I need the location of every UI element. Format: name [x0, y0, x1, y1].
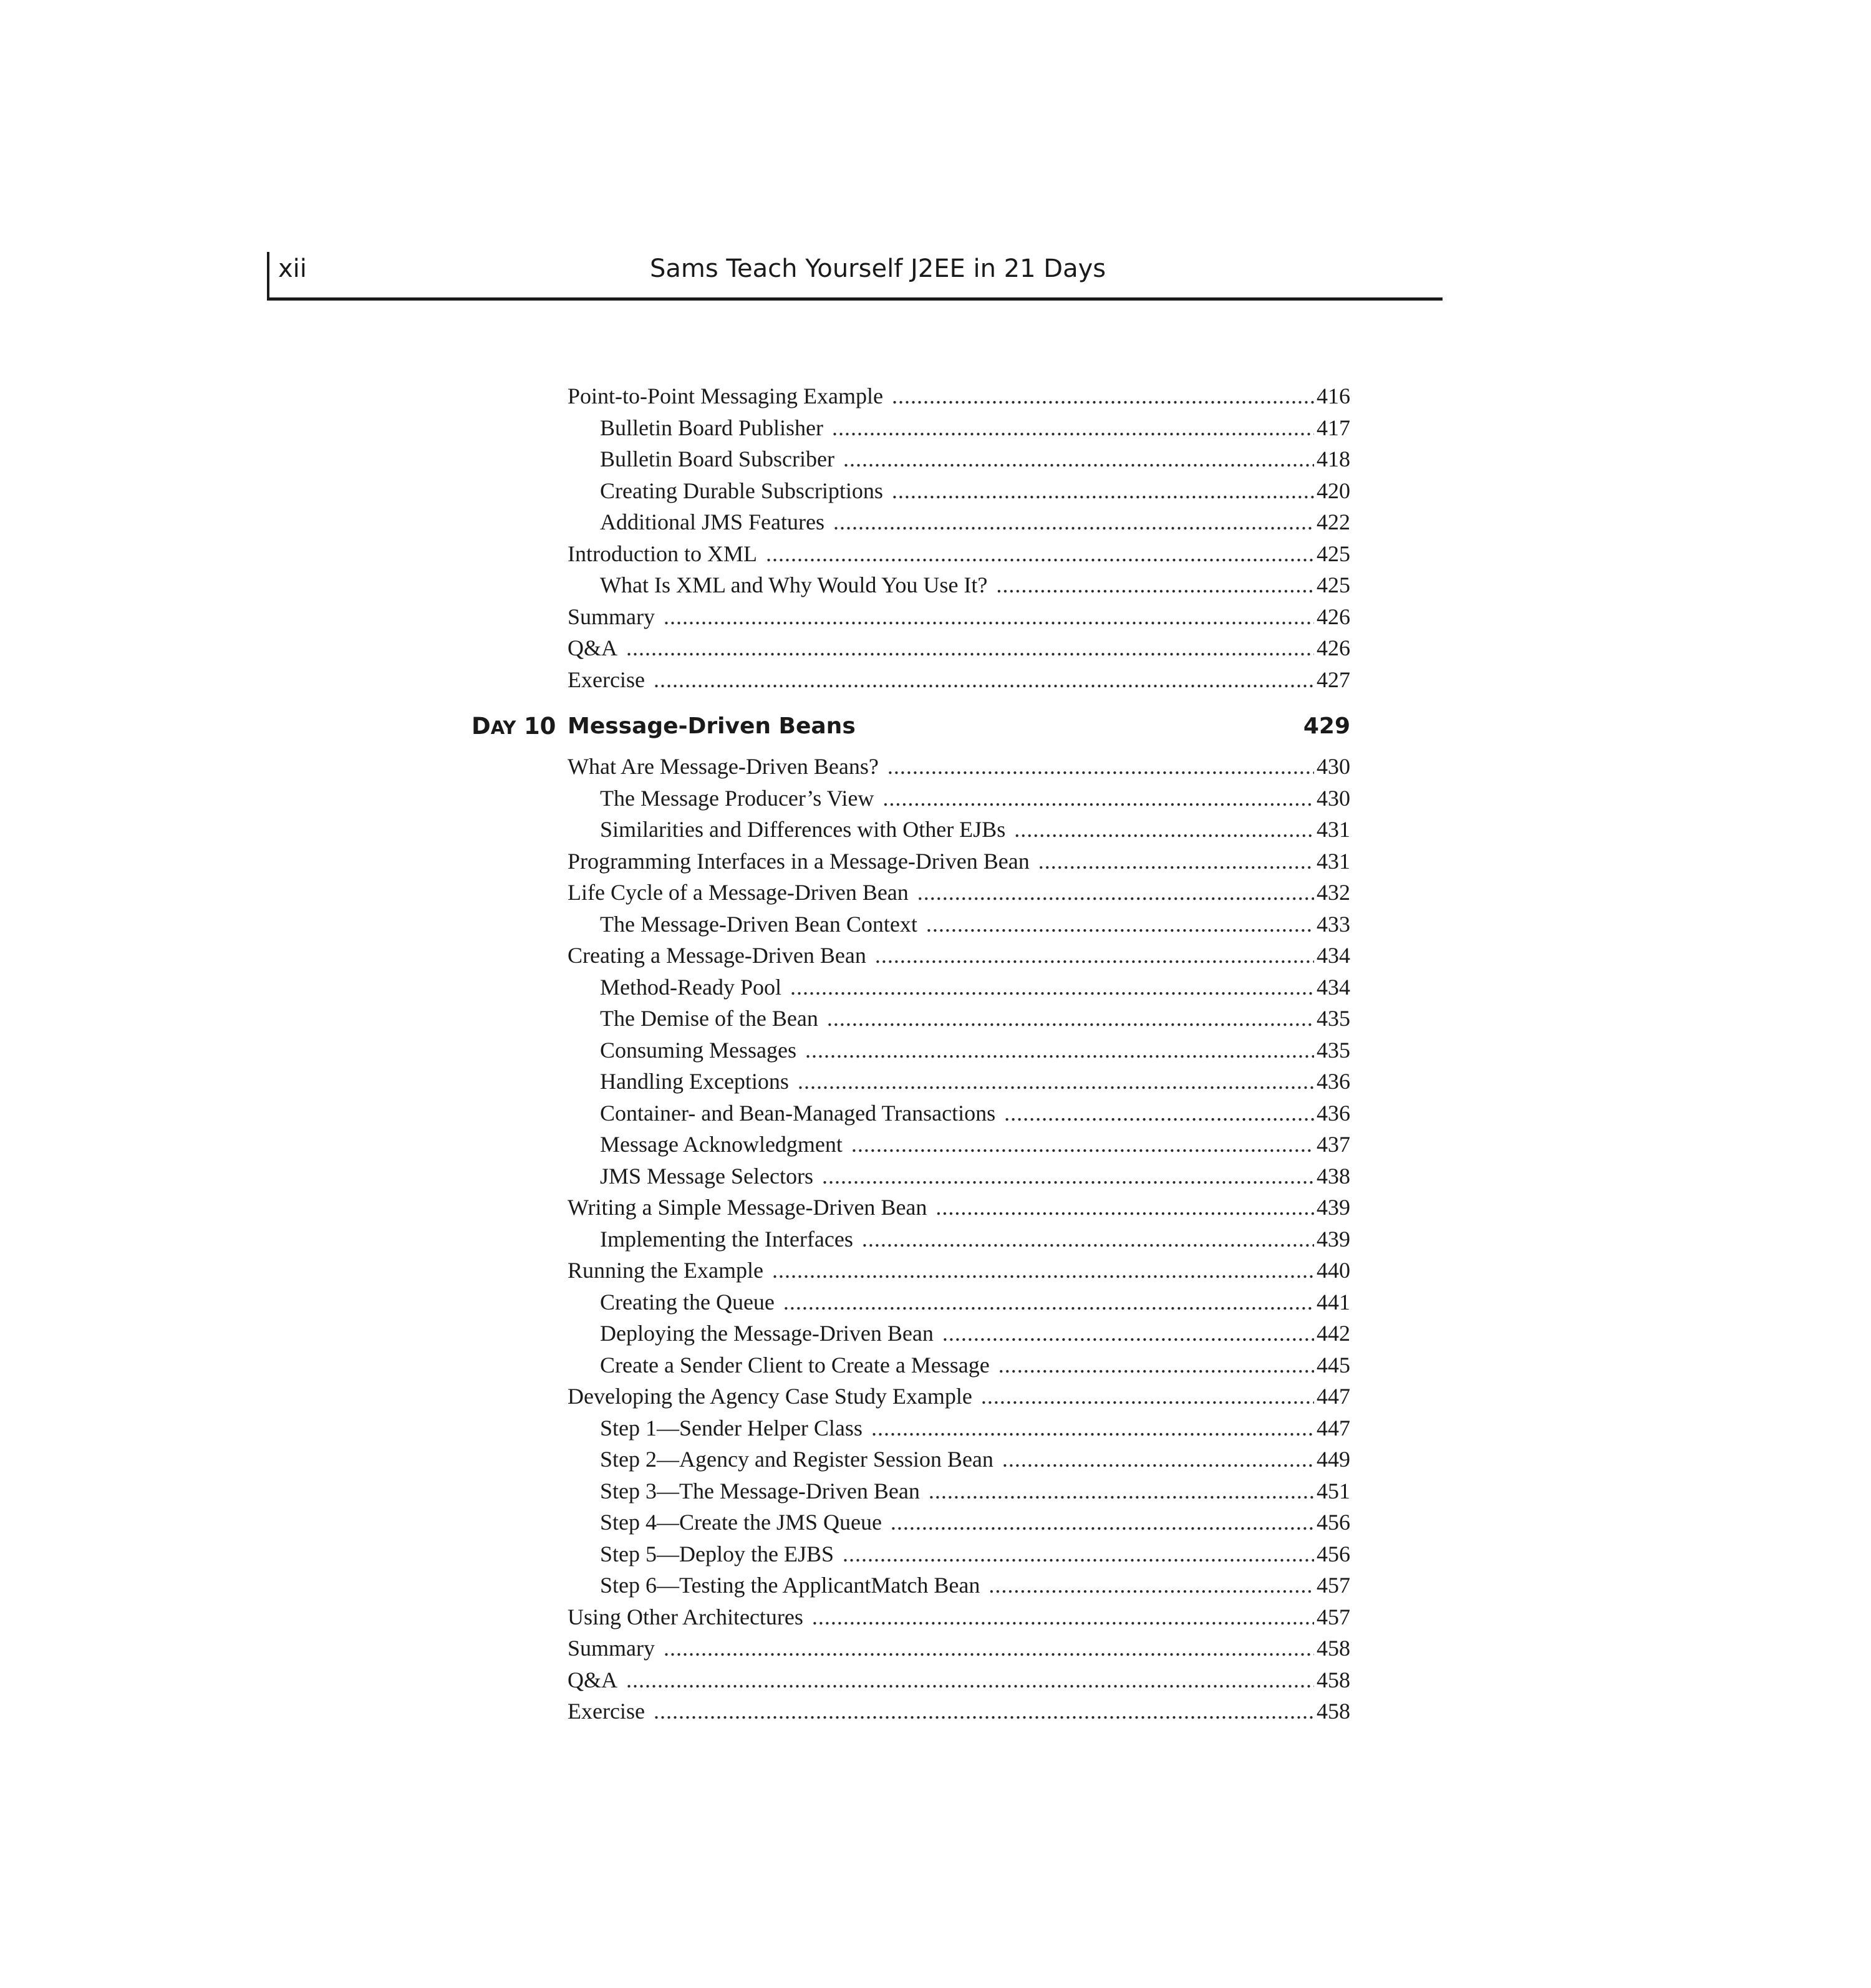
dot-leader: [626, 1664, 1314, 1696]
dot-leader: [822, 1160, 1314, 1192]
toc-entry-page: 451: [1317, 1478, 1350, 1503]
dot-leader: [812, 1601, 1314, 1633]
toc-entry: [568, 1192, 1350, 1223]
toc-entry: [568, 1003, 1350, 1034]
toc-entry-page: 425: [1317, 572, 1350, 597]
toc-entry-page: 458: [1317, 1636, 1350, 1661]
dot-leader: [891, 1507, 1314, 1538]
dot-leader: [783, 1286, 1314, 1318]
toc-entry-title: Summary: [568, 604, 655, 629]
toc-entry: [568, 1349, 1350, 1381]
dot-leader: [936, 1192, 1314, 1223]
toc-entry: [568, 380, 1350, 412]
toc-entry-page: 441: [1317, 1289, 1350, 1315]
toc-entry-page: 457: [1317, 1604, 1350, 1629]
dot-leader: [626, 632, 1314, 663]
toc-entry-title: Create a Sender Client to Create a Message: [600, 1352, 990, 1378]
toc-entry-page: 420: [1317, 478, 1350, 503]
toc-entry-page: 422: [1317, 509, 1350, 534]
toc-entry-title: Deploying the Message-Driven Bean: [600, 1321, 934, 1346]
toc-entry-page: 457: [1317, 1573, 1350, 1598]
dot-leader: [833, 506, 1314, 538]
toc-entry: [568, 1223, 1350, 1255]
toc-entry-title: Step 2—Agency and Register Session Bean: [600, 1447, 994, 1472]
toc-entry: [568, 1696, 1350, 1727]
toc-entry-page: 437: [1317, 1132, 1350, 1157]
dot-leader: [989, 1570, 1314, 1601]
toc-entry-page: 434: [1317, 943, 1350, 968]
toc-entry: [568, 909, 1350, 940]
toc-entry: [568, 940, 1350, 971]
toc-entry: [568, 538, 1350, 569]
toc-entry-page: 426: [1317, 635, 1350, 660]
toc-entry-title: The Message-Driven Bean Context: [600, 911, 917, 937]
toc-entry-page: 440: [1317, 1258, 1350, 1283]
toc-entry-title: Writing a Simple Message-Driven Bean: [568, 1195, 927, 1220]
toc-entry-title: What Are Message-Driven Beans?: [568, 754, 879, 779]
toc-entry-page: 447: [1317, 1384, 1350, 1409]
toc-entry-title: Creating the Queue: [600, 1289, 775, 1315]
toc-entry: [568, 664, 1350, 695]
toc-entry-title: Step 4—Create the JMS Queue: [600, 1510, 882, 1535]
toc-entry-title: Creating Durable Subscriptions: [600, 478, 883, 503]
dot-leader: [1038, 846, 1314, 877]
toc-entry-page: 445: [1317, 1352, 1350, 1378]
dot-leader: [926, 909, 1314, 940]
toc-entry-title: Using Other Architectures: [568, 1604, 803, 1629]
toc-entry: [568, 877, 1350, 908]
toc-entry: [568, 783, 1350, 814]
dot-leader: [882, 783, 1314, 814]
toc-entry: [568, 1066, 1350, 1097]
dot-leader: [654, 664, 1314, 695]
toc-entry-page: 435: [1317, 1037, 1350, 1063]
dot-leader: [892, 380, 1314, 412]
toc-entry-page: 449: [1317, 1447, 1350, 1472]
toc-entry: [568, 1601, 1350, 1633]
toc-entry-title: Creating a Message-Driven Bean: [568, 943, 866, 968]
dot-leader: [851, 1129, 1314, 1160]
dot-leader: [892, 475, 1314, 506]
toc-entry-page: 432: [1317, 880, 1350, 905]
toc-entry-page: 435: [1317, 1006, 1350, 1031]
toc-entry: [568, 601, 1350, 632]
toc-entry-page: 431: [1317, 848, 1350, 874]
dot-leader: [887, 751, 1314, 782]
toc-entry-title: Step 3—The Message-Driven Bean: [600, 1478, 920, 1503]
book-title: Sams Teach Yourself J2EE in 21 Days: [650, 254, 1106, 283]
toc-entry-title: Step 1—Sender Helper Class: [600, 1415, 863, 1440]
toc-entry: [568, 569, 1350, 601]
toc-entry-title: Point-to-Point Messaging Example: [568, 384, 883, 408]
dot-leader: [772, 1255, 1314, 1286]
toc-entry-title: Exercise: [568, 1699, 645, 1724]
dot-leader: [664, 1633, 1314, 1664]
toc-entry-page: 456: [1317, 1510, 1350, 1535]
toc-entry-title: Q&A: [568, 635, 617, 660]
toc-entry: [568, 632, 1350, 663]
toc-entry-title: Handling Exceptions: [600, 1069, 789, 1094]
toc-entry: [568, 814, 1350, 845]
toc-entry-title: Introduction to XML: [568, 541, 757, 566]
toc-entry-title: Step 5—Deploy the EJBS: [600, 1541, 834, 1566]
dot-leader: [1002, 1444, 1314, 1475]
toc-entry-title: Developing the Agency Case Study Example: [568, 1384, 972, 1409]
toc-entry: [568, 1570, 1350, 1601]
toc-entry-page: 426: [1317, 604, 1350, 629]
toc-entry-title: Bulletin Board Publisher: [600, 415, 823, 440]
toc-entry-title: Running the Example: [568, 1258, 763, 1283]
toc-entry-title: Bulletin Board Subscriber: [600, 446, 834, 471]
toc-entry: [568, 1318, 1350, 1349]
toc-entry: [568, 1664, 1350, 1696]
toc-entry-title: Similarities and Differences with Other EJBs: [600, 817, 1006, 842]
toc-entry: [568, 1381, 1350, 1412]
toc-entry-title: Message Acknowledgment: [600, 1132, 843, 1157]
toc-entry: [568, 475, 1350, 506]
toc-entry-title: Programming Interfaces in a Message-Driven Bean: [568, 848, 1030, 874]
toc-entry-page: 416: [1317, 384, 1350, 408]
toc-entry-title: Life Cycle of a Message-Driven Bean: [568, 880, 909, 905]
toc-entry: [568, 1538, 1350, 1570]
toc-entry-title: The Message Producer’s View: [600, 785, 874, 811]
dot-leader: [1014, 814, 1314, 845]
toc-entry: [568, 1098, 1350, 1129]
dot-leader: [664, 601, 1314, 632]
dot-leader: [1004, 1098, 1314, 1129]
toc-entry-title: Exercise: [568, 667, 645, 692]
dot-leader: [654, 1696, 1314, 1727]
toc-entry-title: Q&A: [568, 1667, 617, 1692]
toc-entry: [568, 751, 1350, 782]
toc-entry-page: 456: [1317, 1541, 1350, 1566]
toc-entry: [568, 443, 1350, 475]
toc-entry: [568, 1035, 1350, 1066]
toc-entry-title: Consuming Messages: [600, 1037, 796, 1063]
dot-leader: [862, 1223, 1314, 1255]
toc-entry: [568, 846, 1350, 877]
toc-entry: [568, 1160, 1350, 1192]
dot-leader: [843, 443, 1314, 475]
toc-entry: [568, 1444, 1350, 1475]
dot-leader: [790, 972, 1314, 1003]
dot-leader: [875, 940, 1314, 971]
toc-entry-title: Additional JMS Features: [600, 509, 824, 534]
toc-entry-title: JMS Message Selectors: [600, 1163, 813, 1189]
day-heading: [471, 709, 1350, 744]
toc-entry-page: 433: [1317, 911, 1350, 937]
running-header: [267, 252, 1443, 301]
toc-entry-page: 430: [1317, 785, 1350, 811]
toc-entry: [568, 1507, 1350, 1538]
toc-entry-page: 430: [1317, 754, 1350, 779]
toc-entry-title: The Demise of the Bean: [600, 1006, 818, 1031]
dot-leader: [981, 1381, 1314, 1412]
toc-entry-title: Summary: [568, 1636, 655, 1661]
dot-leader: [917, 877, 1314, 908]
toc-entry: [568, 1129, 1350, 1160]
toc-entry-page: 427: [1317, 667, 1350, 692]
toc-entry-title: What Is XML and Why Would You Use It?: [600, 572, 988, 597]
dot-leader: [996, 569, 1314, 601]
dot-leader: [871, 1412, 1314, 1444]
dot-leader: [998, 1349, 1314, 1381]
toc-entry-page: 417: [1317, 415, 1350, 440]
day-label: DAY 10: [471, 713, 556, 740]
toc-entry: [568, 506, 1350, 538]
toc-entry-page: 442: [1317, 1321, 1350, 1346]
toc-entry-title: Container- and Bean-Managed Transactions: [600, 1100, 996, 1126]
toc-entry-page: 458: [1317, 1699, 1350, 1724]
page-number: xii: [278, 254, 307, 283]
dot-leader: [942, 1318, 1314, 1349]
toc-entry-page: 425: [1317, 541, 1350, 566]
day-title: Message-Driven Beans: [568, 713, 856, 739]
dot-leader: [798, 1066, 1314, 1097]
toc-entry: [568, 1286, 1350, 1318]
toc-entry-page: 434: [1317, 974, 1350, 1000]
toc-entry-page: 439: [1317, 1226, 1350, 1252]
toc-entry: [568, 412, 1350, 443]
dot-leader: [805, 1035, 1314, 1066]
dot-leader: [929, 1475, 1314, 1507]
toc-entry-title: Method-Ready Pool: [600, 974, 781, 1000]
toc-entry: [568, 1412, 1350, 1444]
toc-entry-page: 447: [1317, 1415, 1350, 1440]
toc-entry-page: 418: [1317, 446, 1350, 471]
toc-entry-title: Step 6—Testing the ApplicantMatch Bean: [600, 1573, 980, 1598]
dot-leader: [832, 412, 1314, 443]
toc-entry: [568, 1633, 1350, 1664]
toc-entry-page: 436: [1317, 1100, 1350, 1126]
toc-entry-page: 458: [1317, 1667, 1350, 1692]
toc-entry-page: 436: [1317, 1069, 1350, 1094]
toc-entry-page: 438: [1317, 1163, 1350, 1189]
dot-leader: [827, 1003, 1314, 1034]
toc-entry: [568, 1475, 1350, 1507]
day-page-number: 429: [1303, 713, 1350, 739]
toc-entry: [568, 1255, 1350, 1286]
toc-entry: [568, 972, 1350, 1003]
toc-entry-page: 431: [1317, 817, 1350, 842]
toc-entry-page: 439: [1317, 1195, 1350, 1220]
dot-leader: [843, 1538, 1314, 1570]
toc-entry-title: Implementing the Interfaces: [600, 1226, 853, 1252]
dot-leader: [766, 538, 1314, 569]
